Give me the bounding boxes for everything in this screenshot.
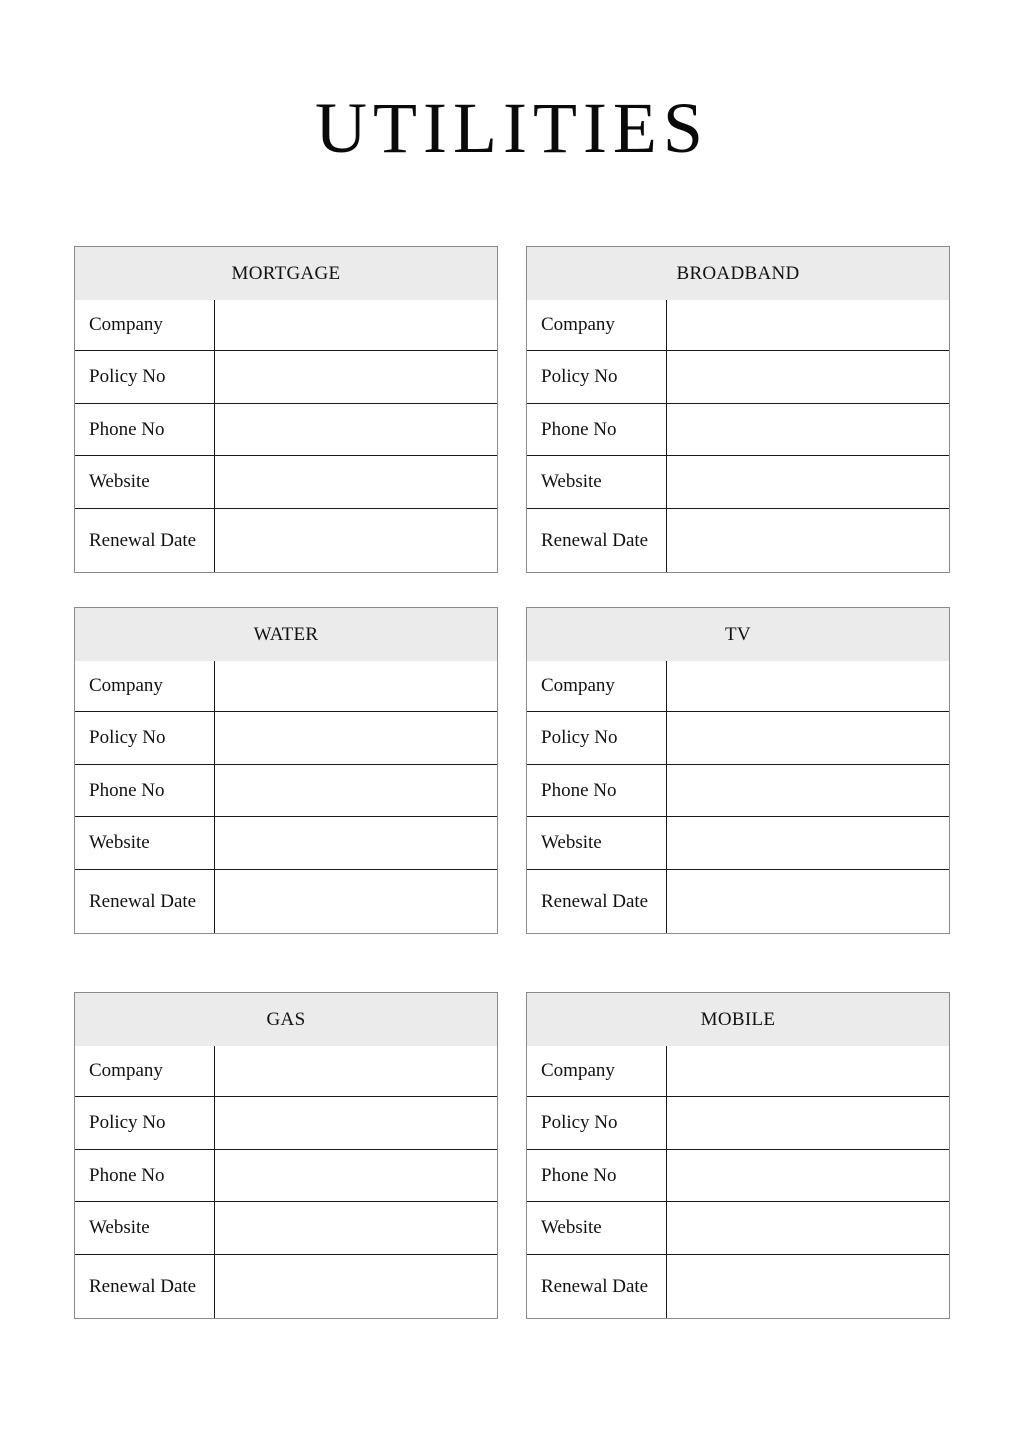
field-input-policy-no[interactable] [215, 1097, 497, 1149]
field-row-renewal-date [527, 508, 949, 572]
field-row-renewal-date [75, 1254, 497, 1318]
field-label-policy-no: Policy No [75, 351, 215, 403]
card-title-tv: TV [527, 608, 949, 661]
field-label-renewal-date: Renewal Date [75, 870, 215, 933]
field-input-phone-no[interactable] [667, 1150, 949, 1201]
field-label-website: Website [527, 1202, 667, 1254]
field-input-company[interactable] [667, 1046, 949, 1096]
field-row-policy-no [75, 1096, 497, 1149]
field-label-phone-no: Phone No [75, 1150, 215, 1201]
field-row-policy-no [527, 1096, 949, 1149]
field-input-company[interactable] [215, 300, 497, 350]
field-label-policy-no: Policy No [527, 351, 667, 403]
field-input-website[interactable] [215, 1202, 497, 1254]
field-label-phone-no: Phone No [75, 404, 215, 455]
field-input-phone-no[interactable] [215, 1150, 497, 1201]
utility-card-broadband [526, 246, 950, 573]
field-row-renewal-date [527, 869, 949, 933]
card-rows [75, 661, 497, 933]
field-input-website[interactable] [667, 456, 949, 508]
field-label-phone-no: Phone No [527, 404, 667, 455]
field-row-company [527, 661, 949, 711]
field-row-policy-no [527, 711, 949, 764]
field-label-policy-no: Policy No [527, 1097, 667, 1149]
field-input-company[interactable] [667, 661, 949, 711]
field-input-website[interactable] [215, 817, 497, 869]
utility-card-water [74, 607, 498, 934]
field-input-renewal-date[interactable] [667, 1255, 949, 1318]
card-title-broadband: BROADBAND [527, 247, 949, 300]
card-rows [527, 1046, 949, 1318]
utility-card-mortgage [74, 246, 498, 573]
card-title-mortgage: MORTGAGE [75, 247, 497, 300]
field-label-website: Website [75, 456, 215, 508]
field-label-renewal-date: Renewal Date [527, 1255, 667, 1318]
field-input-phone-no[interactable] [215, 404, 497, 455]
field-label-renewal-date: Renewal Date [75, 509, 215, 572]
field-label-website: Website [527, 456, 667, 508]
field-label-company: Company [527, 300, 667, 350]
field-label-company: Company [75, 300, 215, 350]
field-row-company [527, 300, 949, 350]
field-label-policy-no: Policy No [527, 712, 667, 764]
field-input-policy-no[interactable] [667, 712, 949, 764]
field-label-renewal-date: Renewal Date [75, 1255, 215, 1318]
field-input-renewal-date[interactable] [215, 870, 497, 933]
field-label-website: Website [75, 1202, 215, 1254]
field-row-website [527, 1201, 949, 1254]
card-rows [527, 661, 949, 933]
field-row-website [527, 816, 949, 869]
field-row-policy-no [527, 350, 949, 403]
field-row-policy-no [75, 711, 497, 764]
card-title-gas: GAS [75, 993, 497, 1046]
field-input-phone-no[interactable] [667, 404, 949, 455]
field-label-phone-no: Phone No [527, 1150, 667, 1201]
field-row-phone-no [75, 1149, 497, 1201]
field-row-policy-no [75, 350, 497, 403]
field-row-phone-no [75, 403, 497, 455]
utility-card-tv [526, 607, 950, 934]
field-input-company[interactable] [215, 1046, 497, 1096]
utility-card-mobile [526, 992, 950, 1319]
card-title-water: WATER [75, 608, 497, 661]
field-label-company: Company [527, 661, 667, 711]
field-row-phone-no [527, 403, 949, 455]
field-label-website: Website [75, 817, 215, 869]
field-label-phone-no: Phone No [75, 765, 215, 816]
field-input-renewal-date[interactable] [215, 1255, 497, 1318]
field-row-renewal-date [75, 869, 497, 933]
card-title-mobile: MOBILE [527, 993, 949, 1046]
field-label-policy-no: Policy No [75, 1097, 215, 1149]
field-input-website[interactable] [667, 1202, 949, 1254]
field-input-company[interactable] [667, 300, 949, 350]
field-input-phone-no[interactable] [667, 765, 949, 816]
field-input-website[interactable] [215, 456, 497, 508]
field-input-policy-no[interactable] [215, 351, 497, 403]
field-row-company [75, 661, 497, 711]
field-label-company: Company [75, 661, 215, 711]
field-input-renewal-date[interactable] [667, 870, 949, 933]
field-row-phone-no [75, 764, 497, 816]
field-input-policy-no[interactable] [667, 351, 949, 403]
card-rows [75, 1046, 497, 1318]
field-input-phone-no[interactable] [215, 765, 497, 816]
card-rows [75, 300, 497, 572]
field-row-website [527, 455, 949, 508]
card-rows [527, 300, 949, 572]
field-input-policy-no[interactable] [215, 712, 497, 764]
field-label-company: Company [75, 1046, 215, 1096]
field-label-website: Website [527, 817, 667, 869]
field-row-phone-no [527, 1149, 949, 1201]
field-row-company [75, 1046, 497, 1096]
field-row-phone-no [527, 764, 949, 816]
field-label-renewal-date: Renewal Date [527, 509, 667, 572]
field-input-website[interactable] [667, 817, 949, 869]
field-row-company [527, 1046, 949, 1096]
field-input-renewal-date[interactable] [667, 509, 949, 572]
field-input-company[interactable] [215, 661, 497, 711]
field-input-renewal-date[interactable] [215, 509, 497, 572]
field-row-website [75, 816, 497, 869]
page-title: UTILITIES [315, 88, 709, 168]
field-row-website [75, 1201, 497, 1254]
field-row-website [75, 455, 497, 508]
field-label-phone-no: Phone No [527, 765, 667, 816]
utility-card-gas [74, 992, 498, 1319]
field-row-renewal-date [75, 508, 497, 572]
field-row-company [75, 300, 497, 350]
field-label-renewal-date: Renewal Date [527, 870, 667, 933]
field-input-policy-no[interactable] [667, 1097, 949, 1149]
field-row-renewal-date [527, 1254, 949, 1318]
field-label-policy-no: Policy No [75, 712, 215, 764]
field-label-company: Company [527, 1046, 667, 1096]
